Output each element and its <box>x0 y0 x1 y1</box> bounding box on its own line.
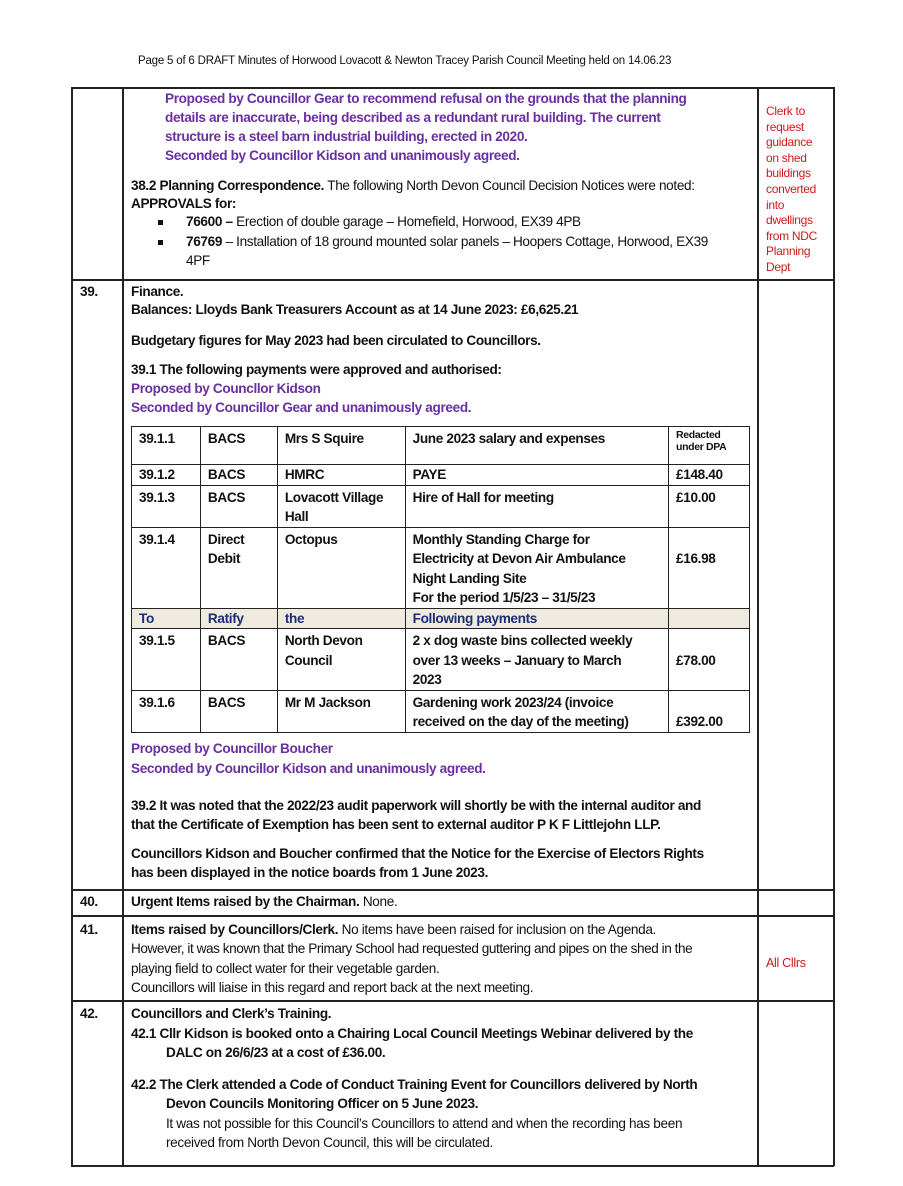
approvals-label: APPROVALS for: <box>131 196 237 211</box>
table-border-bottom <box>71 1165 834 1167</box>
payment-description <box>405 690 668 732</box>
ratify-cell: Following payments <box>405 608 668 629</box>
note-line: buildings <box>766 166 811 180</box>
item-number: 42. <box>80 1006 98 1021</box>
payment-ref: 39.1.3 <box>132 485 201 527</box>
payment-method: BACS <box>200 629 277 691</box>
training-line: DALC on 26/6/23 at a cost of £36.00. <box>166 1045 386 1060</box>
note-line: from NDC <box>766 229 817 243</box>
item-text-line: Councillors will liaise in this regard and report back at the next meeting. <box>131 980 534 995</box>
ratify-cell <box>669 608 750 629</box>
description-line: Night Landing Site <box>412 570 527 586</box>
item-number: 39. <box>80 284 98 299</box>
action-note: All Cllrs <box>766 956 806 970</box>
approval-item <box>186 212 581 232</box>
ratify-cell: To <box>132 608 201 629</box>
table-row <box>132 608 750 629</box>
item-text: No items have been raised for inclusion on the Agenda. <box>341 922 656 937</box>
payment-payee <box>277 485 405 527</box>
bullet-icon <box>158 240 163 245</box>
payment-amount <box>669 690 750 732</box>
ratify-cell: Ratify <box>200 608 277 629</box>
payment-amount: £10.00 <box>669 485 750 527</box>
payment-method: BACS <box>200 427 277 465</box>
payee-line: Council <box>284 652 333 668</box>
balances-text: Balances: Lloyds Bank Treasurers Account as at 14 June 2023: £6,625.21 <box>131 302 579 317</box>
correspondence-heading: 38.2 Planning Correspondence. <box>131 178 325 193</box>
note-line: converted <box>766 182 816 196</box>
training-line: 42.2 The Clerk attended a Code of Conduct Training Event for Councillors delivered by North <box>131 1077 698 1092</box>
item-title: Urgent Items raised by the Chairman. <box>131 894 360 909</box>
item-number: 40. <box>80 894 98 909</box>
payee-line: Lovacott Village <box>284 489 384 505</box>
training-line: received from North Devon Council, this will be circulated. <box>166 1135 493 1150</box>
description-line: For the period 1/5/23 – 31/5/23 <box>412 590 596 605</box>
amount-line: £78.00 <box>676 652 716 668</box>
method-line: Direct <box>207 531 245 547</box>
payment-ref: 39.1.6 <box>132 690 201 732</box>
description-line: Gardening work 2023/24 (invoice <box>412 694 614 710</box>
payee-line: Hall <box>284 509 309 524</box>
description-line: Electricity at Devon Air Ambulance <box>412 551 626 566</box>
item-title: Councillors and Clerk’s Training. <box>131 1006 332 1021</box>
note-line: into <box>766 198 785 212</box>
column-divider-action <box>757 87 759 1166</box>
payment-description <box>405 527 668 608</box>
description-line: over 13 weeks – January to March <box>412 652 622 668</box>
note-line: request <box>766 120 804 134</box>
resolution-line: structure is a steel barn industrial building, erected in 2020. <box>165 129 528 144</box>
approval-item-continuation: 4PF <box>186 253 210 268</box>
approval-ref: 76600 – <box>186 214 233 229</box>
note-line: Clerk to <box>766 104 805 118</box>
payment-description <box>405 629 668 691</box>
table-row <box>132 629 750 691</box>
resolution-line: Seconded by Councillor Kidson and unanimously agreed. <box>165 148 520 163</box>
row-divider-41 <box>71 915 834 917</box>
column-divider-number <box>122 87 124 1166</box>
payment-method: BACS <box>200 690 277 732</box>
table-border-right <box>833 87 835 1166</box>
payment-payee: Mr M Jackson <box>277 690 405 732</box>
table-row <box>132 527 750 608</box>
payment-method: BACS <box>200 485 277 527</box>
page-header: Page 5 of 6 DRAFT Minutes of Horwood Lovacott & Newton Tracey Parish Council Meeting held on 14.06.23 <box>138 55 672 67</box>
amount-line: Redacted <box>676 429 721 441</box>
payment-amount <box>669 527 750 608</box>
payment-payee <box>277 629 405 691</box>
payment-description: Hire of Hall for meeting <box>405 485 668 527</box>
seconded-text: Seconded by Councillor Gear and unanimously agreed. <box>131 400 472 415</box>
payments-intro: 39.1 The following payments were approved and authorised: <box>131 362 502 377</box>
audit-note-line: 39.2 It was noted that the 2022/23 audit paperwork will shortly be with the internal auditor and <box>131 798 701 813</box>
note-line: Planning <box>766 244 811 258</box>
resolution-line: Proposed by Councillor Gear to recommend refusal on the grounds that the planning <box>165 91 687 106</box>
training-line: 42.1 Cllr Kidson is booked onto a Chairing Local Council Meetings Webinar delivered by the <box>131 1026 693 1041</box>
approval-text: – Installation of 18 ground mounted solar panels – Hoopers Cottage, Horwood, EX39 <box>225 234 708 249</box>
item-text-line: However, it was known that the Primary School had requested guttering and pipes on the shed in the <box>131 941 693 956</box>
audit-note-line: that the Certificate of Exemption has been sent to external auditor P K F Littlejohn LLP. <box>131 817 661 832</box>
item-40-line <box>131 892 397 912</box>
note-line: guidance <box>766 135 813 149</box>
budget-text: Budgetary figures for May 2023 had been circulated to Councillors. <box>131 333 541 348</box>
item-41-line <box>131 920 656 940</box>
approval-ref: 76769 <box>186 234 223 249</box>
proposed-text: Proposed by Councillor Boucher <box>131 741 333 756</box>
payment-amount: £148.40 <box>669 465 750 486</box>
training-line: Devon Councils Monitoring Officer on 5 June 2023. <box>166 1096 479 1111</box>
payment-method: BACS <box>200 465 277 486</box>
correspondence-text: The following North Devon Council Decision Notices were noted: <box>327 178 695 193</box>
ratify-cell: the <box>277 608 405 629</box>
payment-ref: 39.1.2 <box>132 465 201 486</box>
description-line: Monthly Standing Charge for <box>412 531 590 547</box>
payment-description: June 2023 salary and expenses <box>405 427 668 465</box>
electors-rights-line: Councillors Kidson and Boucher confirmed that the Notice for the Exercise of Electors Rights <box>131 846 704 861</box>
item-title: Items raised by Councillors/Clerk. <box>131 922 339 937</box>
approval-item <box>186 232 708 252</box>
note-line: Dept <box>766 260 791 274</box>
note-line: on shed <box>766 151 807 165</box>
amount-line: £392.00 <box>676 714 723 729</box>
payment-payee: Mrs S Squire <box>277 427 405 465</box>
row-divider-39 <box>71 279 834 281</box>
table-row <box>132 427 750 465</box>
payee-line: North Devon <box>284 633 363 648</box>
amount-line <box>676 693 743 713</box>
payments-table <box>131 426 750 733</box>
item-number: 41. <box>80 922 98 937</box>
table-row <box>132 690 750 732</box>
payment-amount <box>669 427 750 465</box>
table-row <box>132 485 750 527</box>
electors-rights-line: has been displayed in the notice boards from 1 June 2023. <box>131 865 489 880</box>
row-divider-40 <box>71 889 834 891</box>
resolution-line: details are inaccurate, being described as a redundant rural building. The current <box>165 110 661 125</box>
amount-line: under DPA <box>676 441 727 453</box>
method-line: Debit <box>207 551 241 566</box>
proposed-text: Proposed by Councllor Kidson <box>131 381 321 396</box>
payment-method <box>200 527 277 608</box>
item-title: Finance. <box>131 284 184 299</box>
payment-payee: HMRC <box>277 465 405 486</box>
amount-line <box>676 631 743 651</box>
table-row <box>132 465 750 486</box>
payment-amount <box>669 629 750 691</box>
planning-correspondence <box>131 176 695 196</box>
training-line: It was not possible for this Council’s Councillors to attend and when the recording has been <box>166 1116 683 1131</box>
item-text: None. <box>362 894 398 909</box>
bullet-icon <box>158 220 163 225</box>
description-line: 2 x dog waste bins collected weekly <box>412 633 633 648</box>
approval-text: Erection of double garage – Homefield, Horwood, EX39 4PB <box>236 214 581 229</box>
payment-payee: Octopus <box>277 527 405 608</box>
row-divider-42 <box>71 1000 834 1002</box>
item-text-line: playing field to collect water for their vegetable garden. <box>131 961 440 976</box>
payment-ref: 39.1.4 <box>132 527 201 608</box>
note-line: dwellings <box>766 213 813 227</box>
payment-ref: 39.1.5 <box>132 629 201 691</box>
description-line: 2023 <box>412 672 442 687</box>
description-line: received on the day of the meeting) <box>412 714 629 729</box>
seconded-text: Seconded by Councillor Kidson and unanimously agreed. <box>131 761 486 776</box>
amount-line <box>676 530 743 550</box>
payment-description: PAYE <box>405 465 668 486</box>
amount-line: £16.98 <box>676 551 716 566</box>
table-border-left <box>71 87 73 1166</box>
payment-ref: 39.1.1 <box>132 427 201 465</box>
